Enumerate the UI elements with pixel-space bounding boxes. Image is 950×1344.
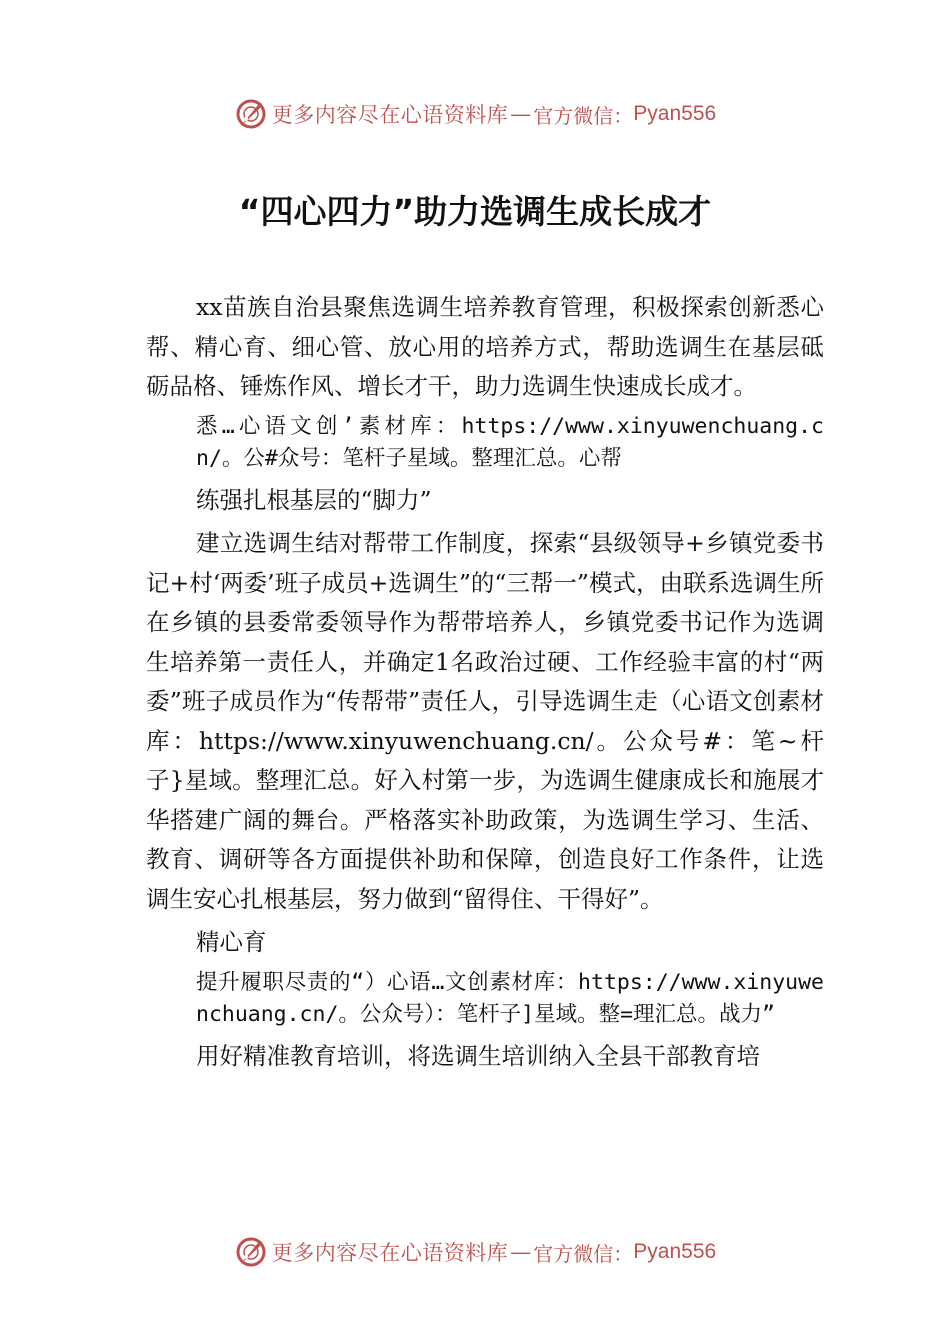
banner-wechat-id: Pyan556 [633,1240,717,1263]
document-title: “四心四力”助力选调生成长成才 [238,192,712,231]
paragraph-intro: xx苗族自治县聚焦选调生培养教育管理，积极探索创新悉心帮、精心育、细心管、放心用的培养方式，帮助选调生在基层砥砺品格、锤炼作风、增长才干，助力选调生快速成长成才。 [146,293,824,400]
section-heading-cultivate: 精心育 [196,928,267,956]
banner-wechat-id: Pyan556 [633,102,717,125]
header-banner [0,94,950,134]
pen-nib-logo-icon [234,1235,268,1269]
paragraph-watermark-note-1: 悉…心语文创’素材库：https://www.xinyuwenchuang.cn/。公#众号：笔杆子星域。整理汇总。心帮 [196,413,824,471]
paragraph-watermark-note-2: 提升履职尽责的“）心语…文创素材库：https://www.xinyuwenchuang.cn/。公众号）：笔杆子]星域。整=理汇总。战力” [196,969,824,1027]
paragraph-mentoring: 建立选调生结对帮带工作制度，探索“县级领导+乡镇党委书记+村‘两委’班子成员+选调生”的“三帮一”模式，由联系选调生所在乡镇的县委常委领导作为帮带培养人，乡镇党委书记作为选调生培养第一责任人，并确定1名政治过硬、工作经验丰富的村“两委”班子成员作为“传帮带”责任人，引导选调生走（心语文创素材库：https://www.xinyuwenchuang.cn/。公众号#：笔~杆子}星域。整理汇总。好入村第一步，为选调生健康成长和施展才华搭建广阔的舞台。严格落实补助政策，为选调生学习、生活、教育、调研等各方面提供补助和保障，创造良好工作条件，让选调生安心扎根基层，努力做到“留得住、干得好”。 [146,529,824,913]
banner-text: 更多内容尽在心语资料库 [271,1241,509,1265]
banner-wechat-label: 官方微信： [533,103,634,128]
footer-banner [0,1232,950,1272]
document-body [146,288,824,1076]
section-heading-footing: 练强扎根基层的“脚力” [196,485,432,514]
banner-text: 更多内容尽在心语资料库 [271,103,509,127]
pen-nib-logo-icon [234,97,268,131]
banner-separator: — [510,102,532,126]
banner-wechat-label: 官方微信： [533,1241,634,1266]
banner-separator: — [510,1240,532,1264]
paragraph-training: 用好精准教育培训，将选调生培训纳入全县干部教育培 [196,1041,760,1070]
